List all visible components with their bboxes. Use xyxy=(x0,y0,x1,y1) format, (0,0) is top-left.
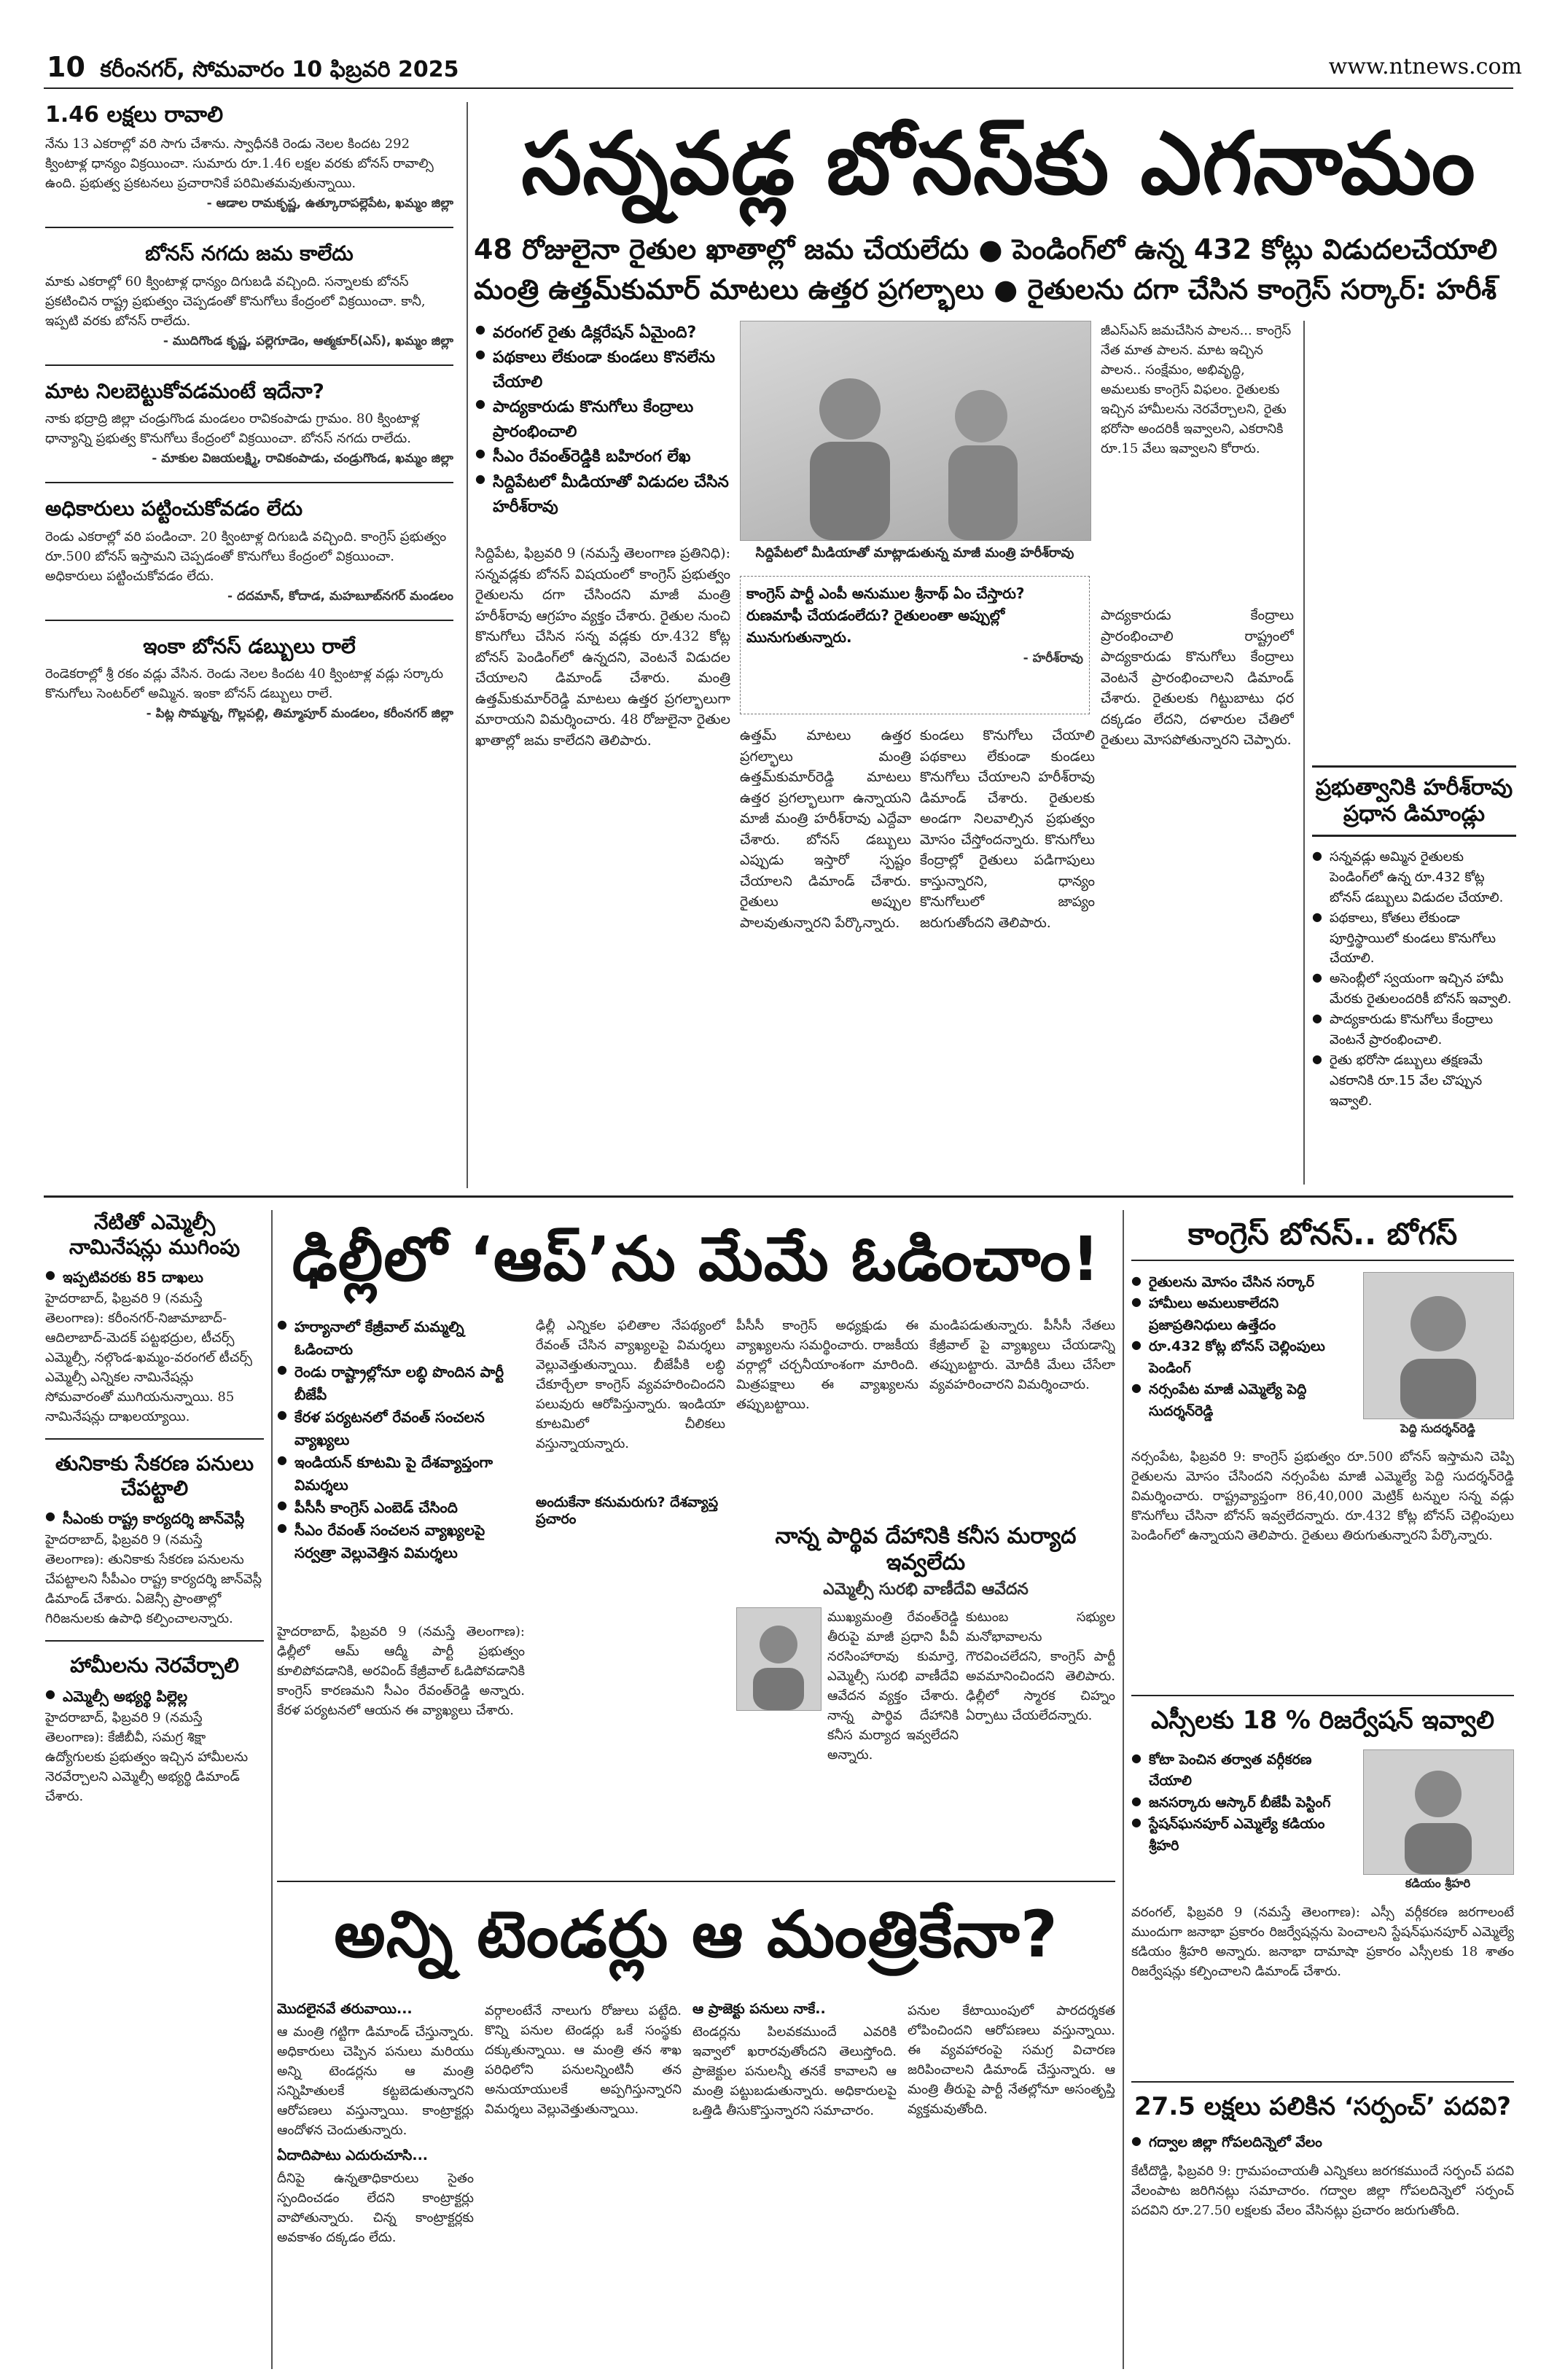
main-bullet: ● సీఎం రేవంత్‌రెడ్డికి బహిరంగ లేఖ xyxy=(475,445,730,469)
divider xyxy=(1131,2081,1514,2083)
bogus-bullets xyxy=(1131,1272,1350,1422)
nominations-column xyxy=(45,1210,264,2369)
demand-item: ● సన్నవడ్లు అమ్మిన రైతులకు పెండింగ్‌లో ఉన్న రూ.432 కోట్ల బోనస్ డబ్బులు విడుదల చేయాలి. xyxy=(1312,847,1516,908)
delhi-bullet: ● హర్యానాలో కేజ్రీవాల్ మమ్మల్ని ఓడించారు xyxy=(277,1316,525,1361)
bogus-photo xyxy=(1363,1272,1514,1419)
tunikaku-title: తునికాకు సేకరణ పనులు చేపట్టాలి xyxy=(55,1451,254,1500)
main-photo xyxy=(740,321,1091,541)
main-deck-line-1: 48 రోజులైనా రైతుల ఖాతాల్లో జమ చేయలేదు ● పెండింగ్‌లో ఉన్న 432 కోట్లు విడుదలచేయాలి xyxy=(474,233,1498,265)
letter-5-text: రెండెకరాల్లో శ్రీ రకం వడ్లు వేసిన. రెండు నెలల కిందట 40 క్వింటాళ్ల వడ్లు సర్కారు కొనుగోలు సెంటర్‌లో అమ్మిన. ఇంకా బోనస్ డబ్బులు రాలే. xyxy=(45,666,444,702)
main-bullet: ● పాద్యకారుడు కొనుగోలు కేంద్రాలు ప్రారంభించాలి xyxy=(475,395,730,445)
bogus-bullet: ● హామీలు అమలుకాలేదని ప్రజాప్రతినిధులు ఉత్తేదం xyxy=(1131,1293,1350,1336)
delhi-bullet: ● సీఎం రేవంత్ సంచలన వ్యాఖ్యలపై సర్వత్రా వెల్లువెత్తిన విమర్శలు xyxy=(277,1519,525,1564)
person-icon xyxy=(737,1608,821,1710)
bogus-text: నర్సంపేట, ఫిబ్రవరి 9: కాంగ్రెస్ ప్రభుత్వం రూ.500 బోనస్ ఇస్తామని చెప్పి రైతులను మోసం చేసిందని నర్సంపేట మాజీ ఎమ్మెల్యే పెద్ది సుదర్శన్‌రెడ్డి విమర్శించారు. రాష్ట్రవ్యాప్తంగా 86,40,000 మెట్రిక్ టన్నుల సన్న వడ్లు కొనుగోలు చేసినా బోనస్ ఇవ్వలేదన్నారు. రూ.432 కోట్ల బోనస్ చెల్లింపులు పెండింగ్‌లో ఉన్నాయని తెలిపారు. రైతులు తిరుగుతున్నారని పేర్కొన్నారు. xyxy=(1131,1449,1514,1543)
divider xyxy=(45,364,453,366)
main-photo-caption: సిద్దిపేటలో మీడియాతో మాట్లాడుతున్న మాజీ మంత్రి హరీశ్‌రావు xyxy=(755,545,1074,561)
demands-title: ప్రభుత్వానికి హరీశ్‌రావు ప్రధాన డిమాండ్లు xyxy=(1312,765,1516,837)
divider xyxy=(1131,1695,1514,1696)
tenders-text-1: ఆ మంత్రి గట్టిగా డిమాండ్ చేస్తున్నారు. అధికారులు చెప్పిన పనులు మరియు అన్ని టెండర్లను ఆ మంత్రి సన్నిహితులకే కట్టబెడుతున్నారని ఆరోపణలు వస్తున్నాయి. కాంట్రాక్టర్లు ఆందోళన చెందుతున్నారు. xyxy=(277,2024,474,2138)
sc-bullet: ● జనసర్కారు ఆస్కార్ బీజేపీ పెస్టింగ్ xyxy=(1131,1792,1350,1814)
divider xyxy=(45,227,453,228)
demand-item: ● పాద్యకారుడు కొనుగోలు కేంద్రాలు వెంటనే ప్రారంభించాలి. xyxy=(1312,1010,1516,1050)
main-bullets xyxy=(475,321,730,532)
person-icon xyxy=(1364,1750,1513,1874)
tenders-text-3: టెండర్లను పిలవకముందే ఎవరికి ఇవ్వాలో ఖరారవుతోందని తెలుస్తోంది. ప్రాజెక్టుల పనులన్నీ తనకే కావాలని ఆ మంత్రి పట్టుబడుతున్నారు. అధికారులపై ఒత్తిడి తీసుకొస్తున్నారని సమాచారం. xyxy=(692,2024,897,2118)
demand-item: ● రైతు భరోసా డబ్బులు తక్షణమే ఎకరానికి రూ.15 వేల చొప్పున ఇవ్వాలి. xyxy=(1312,1050,1516,1112)
tenders-text-1b: దీనిపై ఉన్నతాధికారులు సైతం స్పందించడం లేదని కాంట్రాక్టర్లు వాపోతున్నారు. చిన్న కాంట్రాక్టర్లకు అవకాశం దక్కడం లేదు. xyxy=(277,2170,474,2245)
pull-quote-text: కాంగ్రెస్ పార్టీ ఎంపీ అనుముల శ్రీనాథ్ ఏం చేస్తారు? రుణమాఫీ చేయడంలేదు? రైతులంతా అప్పుల్లో మునుగుతున్నారు. xyxy=(746,585,1025,646)
header-rule xyxy=(44,87,1513,89)
main-bullet: ● వరంగల్ రైతు డిక్లరేషన్ ఏమైంది? xyxy=(475,321,730,346)
delhi-headline: ఢిల్లీలో ‘ఆప్’ను మేమే ఓడించాం! xyxy=(292,1223,1101,1295)
nominations-title: నేటితో ఎమ్మెల్సీ నామినేషన్లు ముగింపు xyxy=(69,1210,241,1259)
nominations-text: హైదరాబాద్, ఫిబ్రవరి 9 (నమస్తే తెలంగాణ): కరీంనగర్-నిజామాబాద్-ఆదిలాబాద్-మెదక్ పట్టభద్రుల, టీచర్స్ ఎమ్మెల్సీ, నల్గొండ-ఖమ్మం-వరంగల్ టీచర్స్ ఎమ్మెల్సీ ఎన్నికల నామినేషన్లు సోమవారంతో ముగియనున్నాయి. 85 నామినేషన్లు దాఖలయ్యాయి. xyxy=(45,1291,252,1425)
demands-sidebar xyxy=(1312,321,1516,1185)
divider xyxy=(45,1640,264,1642)
demand-item: ● అసెంబ్లీలో స్వయంగా ఇచ్చిన హామీ మేరకు రైతులందరికీ బోనస్ ఇవ్వాలి. xyxy=(1312,969,1516,1010)
column-rule xyxy=(1303,321,1305,1185)
bogus-headline: కాంగ్రెస్ బోనస్.. బోగస్ xyxy=(1131,1216,1514,1261)
nanna-photo xyxy=(736,1607,822,1711)
column-rule xyxy=(467,102,468,1188)
letter-1-byline: - ఆడాల రామకృష్ణ, ఉత్కూరాపల్లెపేట, ఖమ్మం జిల్లా xyxy=(206,196,453,211)
page-number: 10 xyxy=(47,51,85,83)
tenders-subhead-1: మొదలైనవే తరువాయి... xyxy=(277,2001,413,2017)
person-icon xyxy=(1364,1273,1513,1419)
sc-photo xyxy=(1363,1749,1514,1875)
section-rule xyxy=(44,1195,1513,1198)
nanna-headline: నాన్న పార్థివ దేహానికి కనీస మర్యాద ఇవ్వలేదు xyxy=(775,1523,1077,1575)
letter-3-text: నాకు భద్రాద్రి జిల్లా చండ్రుగొండ మండలం రావికంపాడు గ్రామం. 80 క్వింటాళ్ల ధాన్యాన్ని ప్రభుత్వ కొనుగోలు కేంద్రంలో విక్రయించా. బోనస్ నగదు రాలేదు. xyxy=(45,411,420,447)
delhi-bullet: ● ఇండియన్ కూటమి పై దేశవ్యాప్తంగా విమర్శలు xyxy=(277,1451,525,1497)
page-header-left xyxy=(47,51,459,87)
tenders-subhead-3: ఆ ప్రాజెక్టు పనులు నాకే.. xyxy=(692,2001,826,2017)
letter-5-byline: - పిట్ల సొమ్మన్న, గొల్లపల్లి, తిమ్మాపూర్ మండలం, కరీంనగర్ జిల్లా xyxy=(146,706,453,722)
sarpanch-headline: 27.5 లక్షలు పలికిన ‘సర్పంచ్’ పదవి? xyxy=(1134,2092,1511,2121)
letter-4-title: అధికారులు పట్టించుకోవడం లేదు xyxy=(45,496,303,521)
letter-5-title: ఇంకా బోనస్ డబ్బులు రాలే xyxy=(143,633,356,658)
letter-1-text: నేను 13 ఎకరాల్లో వరి సాగు చేశాను. స్వాధీనకి రెండు నెలల కిందట 292 క్వింటాళ్ల ధాన్యం విక్రయించా. సుమారు రూ.1.46 లక్షల వరకు బోనస్ రావాల్సి ఉంది. ప్రభుత్వ ప్రకటనలు ప్రచారానికే పరిమితమవుతున్నాయి. xyxy=(45,136,434,191)
delhi-text-2: ఢిల్లీ ఎన్నికల ఫలితాల నేపథ్యంలో రేవంత్ చేసిన వ్యాఖ్యలపై విమర్శలు వెల్లువెత్తుతున్నాయి. బీజేపీకి లబ్ధి చేకూర్చేలా కాంగ్రెస్ వ్యవహరించిందని పలువురు ఆరోపిస్తున్నారు. ఇండియా కూటమిలో చీలికలు వస్తున్నాయన్నారు. xyxy=(536,1318,725,1451)
tenders-col-1 xyxy=(277,2001,474,2369)
sc-text: వరంగల్, ఫిబ్రవరి 9 (నమస్తే తెలంగాణ): ఎస్సీ వర్గీకరణ జరగాలంటే ముందుగా జనాభా ప్రకారం రిజర్వేషన్లను పెంచాలని స్టేషన్‌ఘనపూర్ ఎమ్మెల్యే కడియం శ్రీహరి అన్నారు. జనాభా దామాషా ప్రకారం ఎస్సీలకు 18 శాతం రిజర్వేషన్లు కల్పించాలని డిమాండ్ చేశారు. xyxy=(1131,1905,1514,1979)
letter-2-text: మాకు ఎకరాల్లో 60 క్వింటాళ్ల ధాన్యం దిగుబడి వచ్చింది. సన్నాలకు బోనస్ ప్రకటించిన రాష్ట్ర ప్రభుత్వం చెప్పడంతో కొనుగోలు కేంద్రంలో విక్రయించా. కానీ, ఇప్పటి వరకు బోనస్ రాలేదు. xyxy=(45,273,426,329)
tenders-subhead-2: ఏదాదిపాటు ఎదురుచూసి... xyxy=(277,2147,429,2164)
delhi-text-3: పీసీసీ కాంగ్రెస్ అధ్యక్షుడు ఈ వ్యాఖ్యలను సమర్థించారు. రాజకీయ వర్గాల్లో చర్చనీయాంశంగా మారింది. మిత్రపక్షాలు ఈ వ్యాఖ్యలను తప్పుబట్టాయి. xyxy=(736,1318,918,1412)
delhi-bullet: ● రెండు రాష్ట్రాల్లోనూ లబ్ధి పొందిన పార్టీ బీజేపీ xyxy=(277,1361,525,1406)
tenders-text-2: వర్గాలంటేనే నాలుగు రోజులు పట్టేది. కొన్ని పనుల టెండర్లు ఒకే సంస్థకు దక్కుతున్నాయి. ఆ మంత్రి తన శాఖ పరిధిలోని పనులన్నింటినీ తన అనుయాయులకే అప్పగిస్తున్నారని విమర్శలు వెల్లువెత్తుతున్నాయి. xyxy=(485,2003,682,2117)
bogus-photo-caption: పెద్ది సుదర్శన్‌రెడ్డి xyxy=(1400,1421,1475,1435)
tenders-headline: అన్ని టెండర్లు ఆ మంత్రికేనా? xyxy=(334,1897,1058,1972)
main-text-5: జీఎస్‌ఎస్ జమచేసిన పాలన... కాంగ్రెస్ నేత మాత పాలన. మాట ఇచ్చిన పాలన.. సంక్షేమం, అభివృద్ధి, అమలుకు కాంగ్రెస్ విఫలం. రైతులకు ఇచ్చిన హామీలను నెరవేర్చాలని, రైతు భరోసా అందరికీ ఇవ్వాలని, ఎకరానికి రూ.15 వేలు ఇవ్వాలని కోరారు. xyxy=(1101,323,1292,456)
sarpanch-bullets xyxy=(1131,2132,1514,2153)
letter-4-text: రెండు ఎకరాల్లో వరి పండించా. 20 క్వింటాళ్ల దిగుబడి వచ్చింది. కాంగ్రెస్ ప్రభుత్వం రూ.500 బోనస్ ఇస్తామని చెప్పడంతో కొనుగోలు కేంద్రంలో విక్రయించా. అధికారులు పట్టించుకోవడం లేదు. xyxy=(45,528,447,584)
main-bullet: ● సిద్దిపేటలో మీడియాతో విడుదల చేసిన హరీశ్‌రావు xyxy=(475,470,730,520)
main-deck xyxy=(474,230,1516,310)
sc-bullet: ● స్టేషన్‌ఘనపూర్ ఎమ్మెల్యే కడియం శ్రీహరి xyxy=(1131,1814,1350,1857)
letter-2-byline: - ముదిగొండ కృష్ణ, పల్లెగూడెం, ఆత్మకూర్(ఎస్), ఖమ్మం జిల్లా xyxy=(163,333,453,348)
sc-photo-caption: కడియం శ్రీహరి xyxy=(1405,1876,1471,1890)
bogus-bullet: ● రూ.432 కోట్ల బోనస్ చెల్లింపులు పెండింగ్ xyxy=(1131,1336,1350,1379)
divider xyxy=(277,1881,1115,1882)
delhi-subhead: అందుకేనా కనుమరుగు? దేశవ్యాప్త ప్రచారం xyxy=(536,1494,719,1527)
bogus-bullet: ● నర్సంపేట మాజీ ఎమ్మెల్యే పెద్ది సుదర్శన్‌రెడ్డి xyxy=(1131,1379,1350,1422)
dateline: కరీంనగర్, సోమవారం 10 ఫిబ్రవరి 2025 xyxy=(100,57,459,82)
letter-2-title: బోనస్ నగదు జమ కాలేదు xyxy=(145,241,354,265)
sc-bullets xyxy=(1131,1749,1350,1857)
main-text-4: పాద్యకారుడు కేంద్రాలు ప్రారంభించాలి రాష్ట్రంలో పాద్యకారుడు కొనుగోలు కేంద్రాలు వెంటనే ప్రారంభించాలని డిమాండ్ చేశారు. రైతులకు గిట్టుబాటు ధర దక్కడం లేదని, దళారుల చేతిలో రైతులు మోసపోతున్నారని చెప్పారు. xyxy=(1101,607,1294,748)
column-rule xyxy=(271,1210,273,2369)
main-text-3: కుండలు కొనుగోలు చేయాలి పథకాలు లేకుండా కుండలు కొనుగోలు చేయాలని హరీశ్‌రావు డిమాండ్ చేశారు. రైతులకు అండగా నిలవాల్సిన ప్రభుత్వం మోసం చేస్తోందన్నారు. కొనుగోలు కేంద్రాల్లో రైతులు పడిగాపులు కాస్తున్నారని, ధాన్యం కొనుగోలులో జాప్యం జరుగుతోందని తెలిపారు. xyxy=(920,727,1095,931)
demand-item: ● పథకాలు, కోతలు లేకుండా పూర్తిస్థాయిలో కుండలు కొనుగోలు చేయాలి. xyxy=(1312,908,1516,969)
tunikaku-bullet: ● సీఎంకు రాష్ట్ర కార్యదర్శి జాన్‌వెస్లీ xyxy=(45,1507,264,1530)
tenders-text-4: పనుల కేటాయింపులో పారదర్శకత లోపించిందని ఆరోపణలు వస్తున్నాయి. ఈ వ్యవహారంపై సమగ్ర విచారణ జరిపించాలని డిమాండ్ చేస్తున్నారు. ఆ మంత్రి తీరుపై పార్టీ నేతల్లోనూ అసంతృప్తి వ్యక్తమవుతోంది. xyxy=(908,2003,1115,2117)
divider xyxy=(45,620,453,621)
main-text-2: ఉత్తమ్ మాటలు ఉత్తర ప్రగల్భాలు మంత్రి ఉత్తమ్‌కుమార్‌రెడ్డి మాటలు ఉత్తర ప్రగల్భాలుగా ఉన్నాయని మాజీ మంత్రి హరీశ్‌రావు ఎద్దేవా చేశారు. బోనస్ డబ్బులు ఎప్పుడు ఇస్తారో స్పష్టం చేయాలని డిమాండ్ చేశారు. రైతులు అప్పుల పాలవుతున్నారని పేర్కొన్నారు. xyxy=(740,727,911,931)
nanna-text-1: ముఖ్యమంత్రి రేవంత్‌రెడ్డి తీరుపై మాజీ ప్రధాని పీవీ నరసింహారావు కుమార్తె, ఎమ్మెల్సీ సురభి వాణీదేవి ఆవేదన వ్యక్తం చేశారు. నాన్న పార్థివ దేహానికి కనీస మర్యాద ఇవ్వలేదని అన్నారు. xyxy=(827,1610,959,1763)
main-headline: సన్నవడ్ల బోనస్‌కు ఎగనామం xyxy=(521,113,1476,214)
delhi-text-4: మండిపడుతున్నారు. పీసీసీ నేతలు కేజ్రీవాల్ పై వ్యాఖ్యలు చేయడాన్ని తప్పుబట్టారు. మోదీకి మేలు చేసేలా వ్యవహరించారని విమర్శించారు. xyxy=(929,1318,1115,1392)
tunikaku-text: హైదరాబాద్, ఫిబ్రవరి 9 (నమస్తే తెలంగాణ): తునికాకు సేకరణ పనులను చేపట్టాలని సీపీఎం రాష్ట్ర కార్యదర్శి జాన్‌వెస్లీ డిమాండ్ చేశారు. ఏజెన్సీ ప్రాంతాల్లో గిరిజనులకు ఉపాధి కల్పించాలన్నారు. xyxy=(45,1532,262,1627)
letter-3-title: మాట నిలబెట్టుకోవడమంటే ఇదేనా? xyxy=(45,378,324,403)
site-url[interactable]: www.ntnews.com xyxy=(1328,54,1522,79)
letter-4-byline: - దదమాన్, కోదాడ, మహబూబ్‌నగర్ మండలం xyxy=(227,588,453,604)
tenders-col-3 xyxy=(692,2001,897,2369)
promises-bullet: ● ఎమ్మెల్సీ అభ్యర్థి పిల్లెల్ల xyxy=(45,1685,264,1708)
nanna-text-2: కుటుంబ సభ్యుల మనోభావాలను గౌరవించలేదని, కాంగ్రెస్ పార్టీ అవమానించిందని తెలిపారు. ఢిల్లీలో స్మారక చిహ్నం ఏర్పాటు చేయలేదన్నారు. xyxy=(966,1610,1115,1723)
delhi-bullet: ● కేరళ పర్యటనలో రేవంత్ సంచలన వ్యాఖ్యలు xyxy=(277,1406,525,1451)
sarpanch-text: కేటీదొడ్డి, ఫిబ్రవరి 9: గ్రామపంచాయతీ ఎన్నికలు జరగకముందే సర్పంచ్ పదవి వేలంపాట జరిగినట్లు సమాచారం. గద్వాల జిల్లా గోపలదిన్నెలో సర్పంచ్ పదవిని రూ.27.50 లక్షలకు వేలం వేసినట్లు ప్రచారం జరుగుతోంది. xyxy=(1131,2164,1514,2218)
nanna-subhead: ఎమ్మెల్సీ సురభి వాణీదేవి ఆవేదన xyxy=(823,1580,1029,1599)
left-column xyxy=(45,102,453,1188)
nominations-bullet: ● ఇప్పటివరకు 85 దాఖలు xyxy=(45,1266,264,1289)
delhi-bullet: ● పీసీసీ కాంగ్రెస్ ఎంబెడ్ చేసింది xyxy=(277,1497,525,1519)
main-text-1: సిద్దిపేట, ఫిబ్రవరి 9 (నమస్తే తెలంగాణ ప్రతినిధి): సన్నవడ్లకు బోనస్ విషయంలో కాంగ్రెస్ ప్రభుత్వం రైతులను దగా చేసిందని మాజీ మంత్రి హరీశ్‌రావు ఆగ్రహం వ్యక్తం చేశారు. రైతుల నుంచి కొనుగోలు చేసిన సన్న వడ్లకు రూ.432 కోట్ల బోనస్ పెండింగ్‌లో ఉన్నదని, వెంటనే విడుదల చేయాలని డిమాండ్ చేశారు. మంత్రి ఉత్తమ్‌కుమార్‌రెడ్డి మాటలు ఉత్తర ప్రగల్భాలుగా మారాయని విమర్శించారు. 48 రోజులైనా రైతుల ఖాతాల్లో జమ కాలేదని తెలిపారు. xyxy=(475,545,730,749)
divider xyxy=(45,1438,264,1440)
delhi-text-1: హైదరాబాద్, ఫిబ్రవరి 9 (నమస్తే తెలంగాణ): ఢిల్లీలో ఆమ్ ఆద్మీ పార్టీ ప్రభుత్వం కూలిపోవడానికి, అరవింద్ కేజ్రీవాల్ ఓడిపోవడానికి కాంగ్రెస్ కారణమని సీఎం రేవంత్‌రెడ్డి అన్నారు. కేరళ పర్యటనలో ఆయన ఈ వ్యాఖ్యలు చేశారు. xyxy=(277,1624,525,1718)
bogus-bullet: ● రైతులను మోసం చేసిన సర్కార్ xyxy=(1131,1272,1350,1293)
promises-text: హైదరాబాద్, ఫిబ్రవరి 9 (నమస్తే తెలంగాణ): కేజీబీవీ, సమగ్ర శిక్షా ఉద్యోగులకు ప్రభుత్వం ఇచ్చిన హామీలను నెరవేర్చాలని ఎమ్మెల్సీ అభ్యర్థి డిమాండ్ చేశారు. xyxy=(45,1709,249,1804)
pull-quote-by: - హరీశ్‌రావు xyxy=(1023,651,1083,666)
column-rule xyxy=(1123,1210,1124,2369)
delhi-bullets xyxy=(277,1316,525,1615)
pull-quote xyxy=(740,576,1090,714)
main-bullet: ● పథకాలు లేకుండా కుండలు కొనలేను చేయాలి xyxy=(475,346,730,395)
sc-headline: ఎస్సీలకు 18 % రిజర్వేషన్ ఇవ్వాలి xyxy=(1150,1706,1495,1735)
photo-placeholder-icon xyxy=(741,321,1090,540)
promises-title: హామీలను నెరవేర్చాలి xyxy=(70,1653,239,1678)
divider xyxy=(45,482,453,483)
sc-bullet: ● కోటా పెంచిన తర్వాత వర్గీకరణ చేయాలి xyxy=(1131,1749,1350,1792)
main-deck-line-2: మంత్రి ఉత్తమ్‌కుమార్ మాటలు ఉత్తర ప్రగల్భాలు ● రైతులను దగా చేసిన కాంగ్రెస్ సర్కార్: హరీశ్ xyxy=(474,273,1497,306)
letter-3-byline: - మాకుల విజయలక్ష్మి, రావికంపాడు, చండ్రుగొండ, ఖమ్మం జిల్లా xyxy=(152,451,453,467)
letter-1-title: 1.46 లక్షలు రావాలి xyxy=(45,102,224,128)
sarpanch-bullet: ● గద్వాల జిల్లా గోపలదిన్నెలో వేలం xyxy=(1131,2132,1514,2153)
